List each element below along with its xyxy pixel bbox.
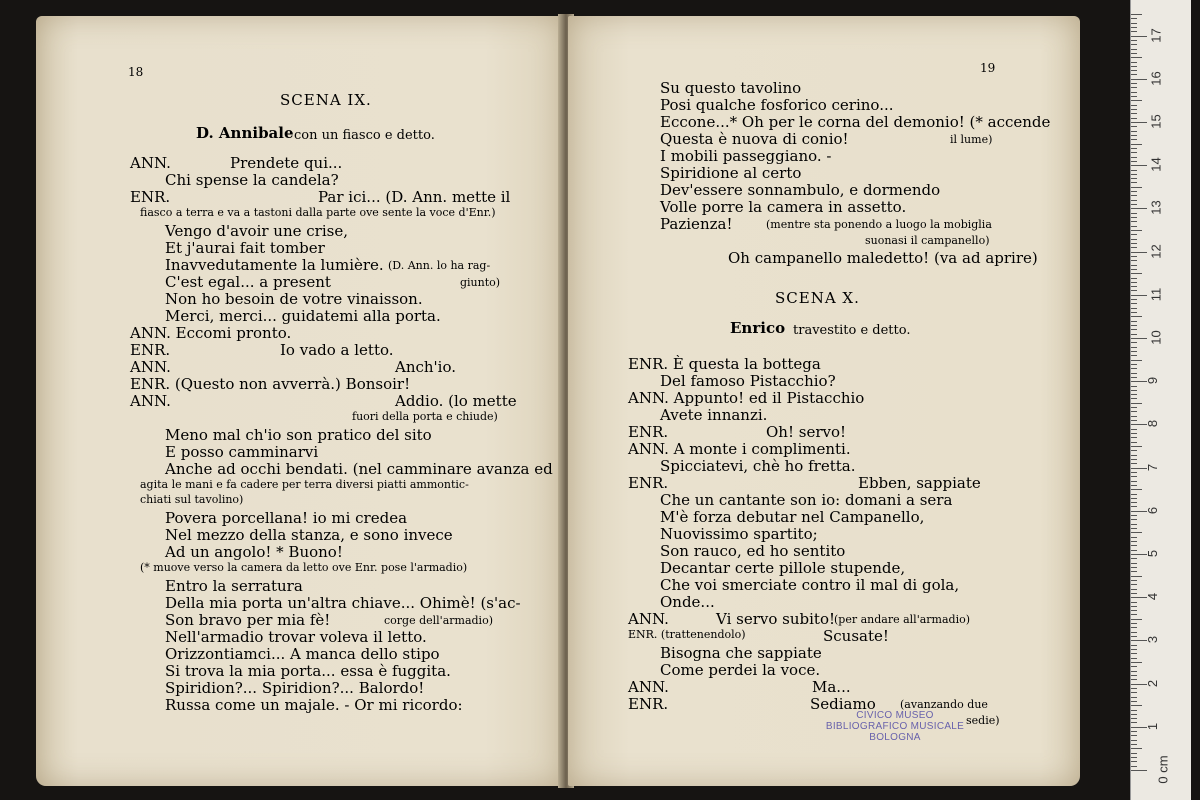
ruler-tick <box>1131 649 1137 650</box>
text-line: agita le mani e fa cadere per terra diversi piatti ammontic- <box>140 478 469 491</box>
ruler-tick <box>1131 545 1137 546</box>
ruler-tick <box>1131 200 1137 201</box>
ruler-tick <box>1131 135 1137 136</box>
text-line: Addio. (lo mette <box>395 392 517 410</box>
text-line: Del famoso Pistacchio? <box>660 372 836 390</box>
ruler-tick <box>1131 286 1137 287</box>
text-line: Dev'essere sonnambulo, e dormendo <box>660 181 941 199</box>
ruler-tick <box>1131 74 1137 75</box>
ruler-tick <box>1131 157 1137 158</box>
text-line: Nel mezzo della stanza, e sono invece <box>165 526 453 544</box>
ruler-tick <box>1131 610 1137 611</box>
ruler-tick <box>1131 260 1137 261</box>
ruler-tick <box>1131 580 1137 581</box>
ruler-tick <box>1131 282 1137 283</box>
ruler-tick <box>1131 766 1137 767</box>
ruler-number: 3 <box>1145 636 1161 644</box>
text-line: ANN. <box>130 358 171 376</box>
ruler-tick <box>1131 472 1137 473</box>
ruler-tick <box>1131 18 1137 19</box>
ruler-tick <box>1131 355 1137 356</box>
text-line: ENR. <box>130 188 171 206</box>
ruler-tick <box>1131 403 1142 404</box>
ruler-tick <box>1131 411 1137 412</box>
ruler-tick <box>1131 316 1142 317</box>
ruler-tick <box>1131 450 1137 451</box>
text-line: Anche ad occhi bendati. (nel camminare avanza ed <box>165 460 553 478</box>
ruler-number: 2 <box>1145 679 1161 687</box>
text-line: Russa come un majale. - Or mi ricordo: <box>165 696 463 714</box>
ruler-tick <box>1131 364 1137 365</box>
ruler-tick <box>1131 489 1142 490</box>
ruler-tick <box>1131 83 1137 84</box>
text-line: ENR. <box>628 474 669 492</box>
stamp-line: BIBLIOGRAFICO MUSICALE <box>825 721 965 732</box>
text-line: Io vado a letto. <box>280 341 394 359</box>
ruler-tick <box>1131 299 1137 300</box>
ruler-tick <box>1131 636 1137 637</box>
ruler-tick <box>1131 334 1137 335</box>
text-line: giunto) <box>460 276 501 289</box>
text-line: (avanzando due <box>900 698 988 711</box>
ruler-tick <box>1131 748 1142 749</box>
ruler-tick <box>1131 269 1137 270</box>
ruler-tick <box>1131 679 1137 680</box>
text-line: Avete innanzi. <box>660 406 768 424</box>
ruler-tick <box>1131 494 1137 495</box>
text-line: Entro la serratura <box>165 577 303 595</box>
text-line: Questa è nuova di conio! <box>660 130 849 148</box>
ruler-tick <box>1131 623 1137 624</box>
text-line: ANN. <box>628 610 669 628</box>
text-line: ENR. <box>628 695 669 713</box>
ruler-tick <box>1131 226 1137 227</box>
ruler-tick <box>1131 230 1142 231</box>
ruler-tick <box>1131 705 1142 706</box>
ruler-tick <box>1131 252 1147 253</box>
ruler-tick <box>1131 502 1137 503</box>
ruler-tick <box>1131 178 1137 179</box>
text-line: Come perdei la voce. <box>660 661 821 679</box>
ruler-tick <box>1131 429 1137 430</box>
ruler-tick <box>1131 722 1137 723</box>
ruler-tick <box>1131 398 1137 399</box>
ruler-tick <box>1131 44 1137 45</box>
text-line: C'est egal... a present <box>165 273 331 291</box>
ruler-tick <box>1131 14 1142 15</box>
ruler-tick <box>1131 416 1137 417</box>
scene-stage-right: travestito e detto. <box>793 323 911 338</box>
text-line: Sediamo <box>810 695 876 713</box>
ruler-tick <box>1131 165 1147 166</box>
ruler-tick <box>1131 394 1137 395</box>
text-line: (* muove verso la camera da letto ove Enr. pose l'armadio) <box>140 561 468 574</box>
ruler-tick <box>1131 70 1137 71</box>
text-line: Prendete qui... <box>230 154 343 172</box>
text-line: Decantar certe pillole stupende, <box>660 559 906 577</box>
ruler-tick <box>1131 420 1137 421</box>
measurement-ruler <box>1130 0 1191 800</box>
ruler-tick <box>1131 312 1137 313</box>
ruler-tick <box>1131 290 1137 291</box>
scene-title-left: SCENA IX. <box>280 91 372 109</box>
ruler-tick <box>1131 666 1137 667</box>
ruler-tick <box>1131 731 1137 732</box>
text-line: Posi qualche fosforico cerino... <box>660 96 894 114</box>
ruler-tick <box>1131 174 1137 175</box>
ruler-tick <box>1131 571 1137 572</box>
text-line: il lume) <box>950 133 993 146</box>
ruler-tick <box>1131 36 1147 37</box>
ruler-tick <box>1131 31 1137 32</box>
ruler-tick <box>1131 567 1137 568</box>
ruler-tick <box>1131 446 1142 447</box>
ruler-tick <box>1131 368 1137 369</box>
text-line: fiasco a terra e va a tastoni dalla parte ove sente la voce d'Enr.) <box>140 206 496 219</box>
ruler-tick <box>1131 182 1137 183</box>
ruler-tick <box>1131 770 1147 771</box>
ruler-tick <box>1131 53 1137 54</box>
ruler-number: 9 <box>1145 377 1161 385</box>
text-line: ANN. <box>628 678 669 696</box>
ruler-tick <box>1131 442 1137 443</box>
ruler-number: 7 <box>1145 463 1161 471</box>
ruler-tick <box>1131 524 1137 525</box>
ruler-tick <box>1131 528 1137 529</box>
text-line: ANN. Appunto! ed il Pistacchio <box>628 389 865 407</box>
ruler-number: 10 <box>1148 330 1164 345</box>
scene-stage-left: con un fiasco e detto. <box>294 128 435 143</box>
ruler-tick <box>1131 100 1142 101</box>
ruler-tick <box>1131 701 1137 702</box>
scene-character-left: D. Annibale <box>196 124 294 142</box>
text-line: Che un cantante son io: domani a sera <box>660 491 953 509</box>
text-line: ANN. <box>130 392 171 410</box>
text-line: Bisogna che sappiate <box>660 644 822 662</box>
text-line: (mentre sta ponendo a luogo la mobiglia <box>766 218 992 231</box>
ruler-tick <box>1131 247 1137 248</box>
text-line: (D. Ann. lo ha rag- <box>388 259 491 272</box>
ruler-tick <box>1131 321 1137 322</box>
ruler-tick <box>1131 675 1137 676</box>
text-line: (per andare all'armadio) <box>834 613 971 626</box>
text-line: Vengo d'avoir une crise, <box>165 222 348 240</box>
ruler-tick <box>1131 710 1137 711</box>
ruler-tick <box>1131 433 1137 434</box>
ruler-tick <box>1131 632 1137 633</box>
text-line: Onde... <box>660 593 715 611</box>
ruler-tick <box>1131 62 1137 63</box>
ruler-tick <box>1131 373 1137 374</box>
ruler-tick <box>1131 515 1137 516</box>
text-line: ENR. <box>130 341 171 359</box>
ruler-tick <box>1131 295 1147 296</box>
text-line: Della mia porta un'altra chiave... Ohimè! (s'ac- <box>165 594 521 612</box>
page-number-left: 18 <box>128 65 144 79</box>
ruler-tick <box>1131 273 1142 274</box>
ruler-tick <box>1131 126 1137 127</box>
ruler-tick <box>1131 537 1137 538</box>
ruler-tick <box>1131 66 1137 67</box>
ruler-tick <box>1131 265 1137 266</box>
ruler-tick <box>1131 221 1137 222</box>
text-line: Su questo tavolino <box>660 79 802 97</box>
text-line: corge dell'armadio) <box>384 614 493 627</box>
ruler-tick <box>1131 23 1137 24</box>
ruler-tick <box>1131 714 1137 715</box>
text-line: fuori della porta e chiude) <box>352 410 498 423</box>
ruler-tick <box>1131 645 1137 646</box>
ruler-number: 1 <box>1145 722 1161 730</box>
text-line: chiati sul tavolino) <box>140 493 244 506</box>
text-line: Pazienza! <box>660 215 733 233</box>
text-line: Oh! servo! <box>766 423 847 441</box>
ruler-tick <box>1131 329 1137 330</box>
ruler-number: 4 <box>1145 593 1161 601</box>
text-line: Ebben, sappiate <box>858 474 981 492</box>
text-line: Chi spense la candela? <box>165 171 339 189</box>
text-line: Oh campanello maledetto! (va ad aprire) <box>728 249 1038 267</box>
text-line: Si trova la mia porta... essa è fuggita. <box>165 662 451 680</box>
ruler-tick <box>1131 152 1137 153</box>
ruler-tick <box>1131 256 1137 257</box>
ruler-tick <box>1131 459 1137 460</box>
ruler-tick <box>1131 49 1137 50</box>
ruler-tick <box>1131 697 1137 698</box>
text-line: Ma... <box>812 678 851 696</box>
text-line: Nell'armadio trovar voleva il letto. <box>165 628 427 646</box>
ruler-tick <box>1131 109 1137 110</box>
ruler-tick <box>1131 563 1137 564</box>
text-line: Nuovissimo spartito; <box>660 525 818 543</box>
ruler-tick <box>1131 278 1137 279</box>
ruler-tick <box>1131 113 1137 114</box>
ruler-tick <box>1131 744 1137 745</box>
ruler-number: 15 <box>1148 114 1164 129</box>
ruler-tick <box>1131 208 1147 209</box>
ruler-tick <box>1131 187 1142 188</box>
ruler-tick <box>1131 105 1137 106</box>
text-line: ENR. <box>628 423 669 441</box>
ruler-tick <box>1131 532 1142 533</box>
ruler-tick <box>1131 761 1137 762</box>
ruler-tick <box>1131 57 1142 58</box>
text-line: Vi servo subito! <box>716 610 835 628</box>
ruler-tick <box>1131 351 1137 352</box>
ruler-tick <box>1131 92 1137 93</box>
ruler-tick <box>1131 191 1137 192</box>
scene-character-right: Enrico <box>730 319 786 337</box>
text-line: Eccone...* Oh per le corna del demonio! (* accende <box>660 113 1051 131</box>
text-line: Spicciatevi, chè ho fretta. <box>660 457 856 475</box>
ruler-tick <box>1131 558 1137 559</box>
text-line: Meno mal ch'io son pratico del sito <box>165 426 432 444</box>
text-line: ENR. (Questo non avverrà.) Bonsoir! <box>130 375 411 393</box>
text-line: sedie) <box>966 714 1000 727</box>
ruler-number: 5 <box>1145 549 1161 558</box>
ruler-tick <box>1131 476 1137 477</box>
ruler-tick <box>1131 144 1142 145</box>
ruler-tick <box>1131 303 1137 304</box>
text-line: M'è forza debutar nel Campanello, <box>660 508 925 526</box>
ruler-tick <box>1131 498 1137 499</box>
ruler-tick <box>1131 519 1137 520</box>
text-line: ANN. <box>130 154 171 172</box>
ruler-tick <box>1131 122 1147 123</box>
ruler-number: 11 <box>1148 287 1164 302</box>
ruler-tick <box>1131 217 1137 218</box>
ruler-tick <box>1131 602 1137 603</box>
ruler-tick <box>1131 688 1137 689</box>
text-line: Volle porre la camera in assetto. <box>660 198 907 216</box>
ruler-tick <box>1131 550 1137 551</box>
ruler-tick <box>1131 671 1137 672</box>
ruler-tick <box>1131 148 1137 149</box>
ruler-number: 14 <box>1148 157 1164 172</box>
ruler-tick <box>1131 239 1137 240</box>
stamp-line: BOLOGNA <box>869 732 921 743</box>
text-line: Spiridion?... Spiridion?... Balordo! <box>165 679 425 697</box>
ruler-tick <box>1131 463 1137 464</box>
ruler-tick <box>1131 455 1137 456</box>
text-line: Merci, merci... guidatemi alla porta. <box>165 307 441 325</box>
text-line: Par ici... (D. Ann. mette il <box>318 188 511 206</box>
ruler-tick <box>1131 170 1137 171</box>
ruler-tick <box>1131 118 1137 119</box>
text-line: Povera porcellana! io mi credea <box>165 509 408 527</box>
ruler-tick <box>1131 614 1137 615</box>
text-line: Orizzontiamci... A manca dello stipo <box>165 645 440 663</box>
ruler-tick <box>1131 204 1137 205</box>
ruler-tick <box>1131 390 1137 391</box>
text-line: Che voi smerciate contro il mal di gola, <box>660 576 960 594</box>
text-line: Son bravo per mia fè! <box>165 611 331 629</box>
ruler-tick <box>1131 234 1137 235</box>
ruler-tick <box>1131 589 1137 590</box>
ruler-tick <box>1131 213 1137 214</box>
text-line: ENR. È questa la bottega <box>628 355 821 373</box>
ruler-tick <box>1131 161 1137 162</box>
ruler-tick <box>1131 662 1142 663</box>
ruler-tick <box>1131 377 1137 378</box>
text-line: E posso camminarvi <box>165 443 319 461</box>
ruler-number: 12 <box>1148 243 1164 259</box>
ruler-tick <box>1131 653 1137 654</box>
ruler-tick <box>1131 347 1137 348</box>
text-line: Spiridione al certo <box>660 164 802 182</box>
ruler-tick <box>1131 541 1137 542</box>
ruler-tick <box>1131 139 1137 140</box>
ruler-tick <box>1131 437 1137 438</box>
page-number-right: 19 <box>980 61 996 75</box>
ruler-tick <box>1131 195 1137 196</box>
text-line: Scusate! <box>823 627 889 645</box>
ruler-number: 16 <box>1148 71 1164 86</box>
ruler-tick <box>1131 753 1137 754</box>
text-line: Et j'aurai fait tomber <box>165 239 325 257</box>
scene-title-right: SCENA X. <box>775 289 860 307</box>
ruler-tick <box>1131 40 1137 41</box>
text-line: Ad un angolo! * Buono! <box>165 543 343 561</box>
text-line: Anch'io. <box>395 358 457 376</box>
text-line: Son rauco, ed ho sentito <box>660 542 846 560</box>
ruler-tick <box>1131 576 1142 577</box>
text-line: Non ho besoin de votre vinaisson. <box>165 290 423 308</box>
ruler-tick <box>1131 718 1137 719</box>
text-line: ANN. A monte i complimenti. <box>628 440 851 458</box>
text-line: I mobili passeggiano. - <box>660 147 832 165</box>
ruler-tick <box>1131 342 1137 343</box>
ruler-tick <box>1131 593 1137 594</box>
ruler-tick <box>1131 692 1137 693</box>
ruler-tick <box>1131 658 1137 659</box>
ruler-tick <box>1131 243 1137 244</box>
ruler-tick <box>1131 27 1137 28</box>
text-line: Inavvedutamente la lumière. <box>165 256 384 274</box>
ruler-tick <box>1131 386 1137 387</box>
stamp-line: CIVICO MUSEO <box>856 710 934 721</box>
ruler-number: 0 cm <box>1155 755 1171 784</box>
text-line: suonasi il campanello) <box>865 234 990 247</box>
ruler-tick <box>1131 740 1137 741</box>
library-stamp <box>820 710 970 743</box>
ruler-tick <box>1131 606 1137 607</box>
ruler-tick <box>1131 360 1142 361</box>
ruler-number: 8 <box>1145 420 1161 428</box>
ruler-tick <box>1131 506 1137 507</box>
ruler-tick <box>1131 481 1137 482</box>
ruler-tick <box>1131 325 1137 326</box>
ruler-tick <box>1131 131 1137 132</box>
ruler-tick <box>1131 308 1137 309</box>
ruler-tick <box>1131 79 1147 80</box>
ruler-number: 6 <box>1145 506 1161 514</box>
ruler-tick <box>1131 96 1137 97</box>
ruler-tick <box>1131 757 1137 758</box>
ruler-tick <box>1131 584 1137 585</box>
ruler-number: 17 <box>1148 27 1164 43</box>
ruler-tick <box>1131 627 1137 628</box>
ruler-number: 13 <box>1148 200 1164 216</box>
ruler-tick <box>1131 735 1137 736</box>
ruler-tick <box>1131 407 1137 408</box>
text-line: ANN. Eccomi pronto. <box>130 324 292 342</box>
ruler-tick <box>1131 87 1137 88</box>
ruler-tick <box>1131 619 1142 620</box>
text-line: ENR. (trattenendolo) <box>628 628 746 641</box>
ruler-tick <box>1131 338 1147 339</box>
ruler-tick <box>1131 485 1137 486</box>
